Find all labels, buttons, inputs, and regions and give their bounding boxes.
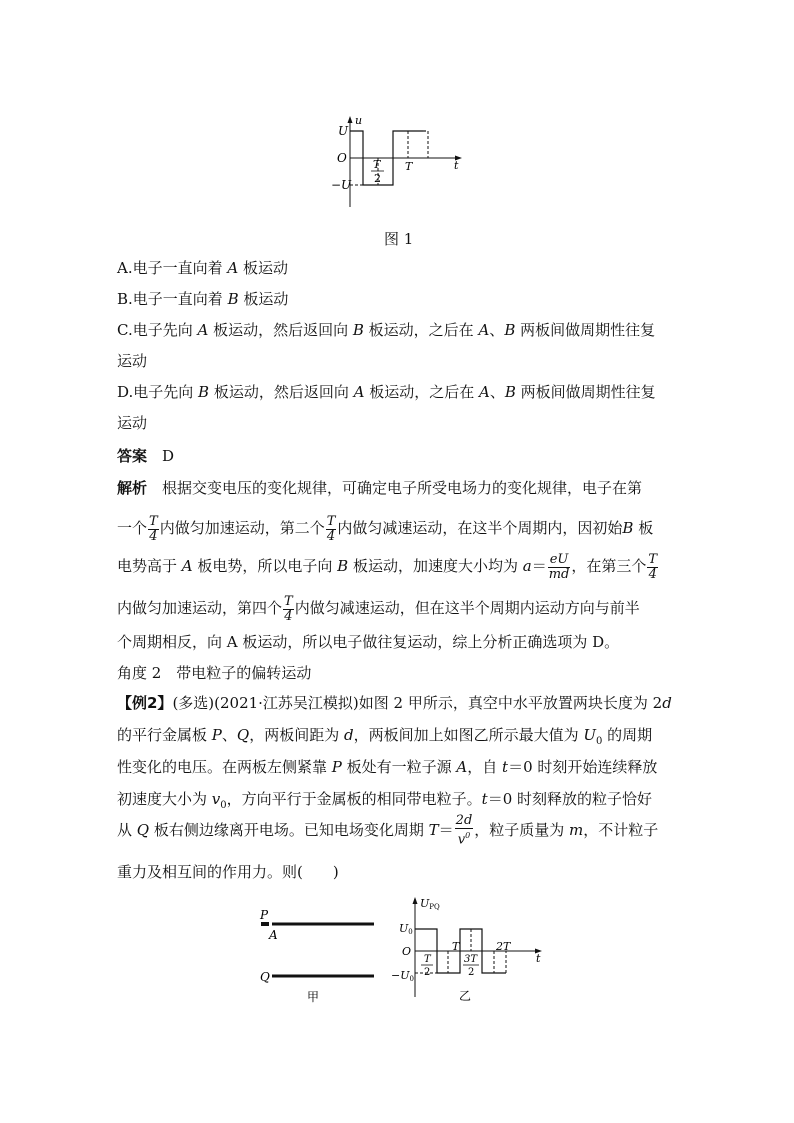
figure-1-voltage-graph — [330, 112, 470, 212]
analysis-line-2: 一个 $\frac{T}{4}$ 内做匀加速运动，第二个 $\frac{T}{4}$ 内做匀减速运动，在这半个周期内，因初始B 板 — [117, 513, 654, 544]
example-line-5: 从 Q 板右侧边缘离开电场。已知电场变化周期 T＝ $\frac{2d}{v^0}$ ，粒子质量为 m，不计粒子 — [117, 813, 659, 848]
source-A-label: A — [269, 928, 278, 942]
fig2-axis-t: t — [536, 952, 541, 965]
example-line-4: 初速度大小为 $v_0$，方向平行于金属板的相同带电粒子。t＝0 时刻释放的粒子恰好 — [117, 790, 653, 811]
example-line-1: 【例2】(多选)(2021·江苏吴江模拟)如图 2 甲所示，真空中水平放置两块长度为 2d — [117, 694, 672, 712]
angle-2-heading: 角度 2 带电粒子的偏转运动 — [117, 664, 312, 682]
fig2-frac2-num: 3T — [464, 954, 478, 965]
plate-P-label: P — [260, 908, 269, 922]
fig2-label-2T: 2T — [496, 940, 511, 953]
fig2-label-U0: U0 — [399, 922, 413, 936]
option-a: A.电子一直向着 A 板运动 — [117, 259, 288, 277]
fig1-frac-num: T — [373, 158, 381, 171]
fig1-axis-u: u — [355, 114, 363, 127]
fig2-label-O: O — [402, 945, 412, 958]
analysis-line-4: 内做匀加速运动，第四个 $\frac{T}{4}$ 内做匀减速运动，但在这半个周期内运动方向与前半 — [117, 593, 640, 624]
fig1-axis-t: t — [454, 159, 459, 172]
option-d-cont: 运动 — [117, 414, 148, 432]
fig1-caption: 图 1 — [384, 230, 414, 248]
fig1-label-negU: −U — [331, 178, 352, 192]
figure-2-plates — [255, 905, 380, 1005]
fig2-frac2-den: 2 — [468, 967, 475, 978]
answer-line: 答案 D — [117, 447, 175, 465]
example-line-6: 重力及相互间的作用力。则( ) — [117, 863, 339, 881]
example-line-3: 性变化的电压。在两板左侧紧靠 P 板处有一粒子源 A，自 t＝0 时刻开始连续释放 — [117, 758, 658, 776]
option-c-cont: 运动 — [117, 352, 148, 370]
analysis-line-3: 电势高于 A 板电势，所以电子向 B 板运动，加速度大小均为 a＝ $\frac{eU}{md}$ ，在第三个 $\frac{T}{4}$ — [117, 551, 658, 582]
fig2-caption-jia: 甲 — [307, 990, 320, 1004]
option-b: B.电子一直向着 B 板运动 — [117, 290, 289, 308]
plate-Q-label: Q — [260, 970, 270, 984]
option-d: D.电子先向 B 板运动，然后返回向 A 板运动，之后在 A、B 两板间做周期性往复 — [117, 383, 656, 401]
option-c: C.电子先向 A 板运动，然后返回向 B 板运动，之后在 A、B 两板间做周期性往复 — [117, 321, 656, 339]
example-line-2: 的平行金属板 P、Q，两板间距为 d，两板间加上如图乙所示最大值为 $U_0$ 的周期 — [117, 726, 653, 747]
fig1-label-U: U — [338, 124, 349, 138]
fig2-label-T: T — [452, 940, 460, 953]
figure-2-voltage-graph — [390, 893, 550, 1005]
analysis-line-5: 个周期相反，向 A 板运动，所以电子做往复运动，综上分析正确选项为 D。 — [117, 633, 620, 651]
fig1-label-T: T — [405, 160, 413, 173]
fig2-frac1-den: 2 — [424, 967, 431, 978]
fig2-caption-yi: 乙 — [459, 989, 472, 1003]
fig1-label-O: O — [337, 151, 347, 165]
fig2-label-negU0: −U0 — [391, 969, 414, 983]
fig2-frac1-num: T — [424, 954, 431, 965]
analysis-line-1: 解析 根据交变电压的变化规律，可确定电子所受电场力的变化规律，电子在第 — [117, 479, 643, 497]
fig1-frac-den: 2 — [374, 172, 381, 185]
fig2-axis-U: UPQ — [420, 897, 440, 911]
